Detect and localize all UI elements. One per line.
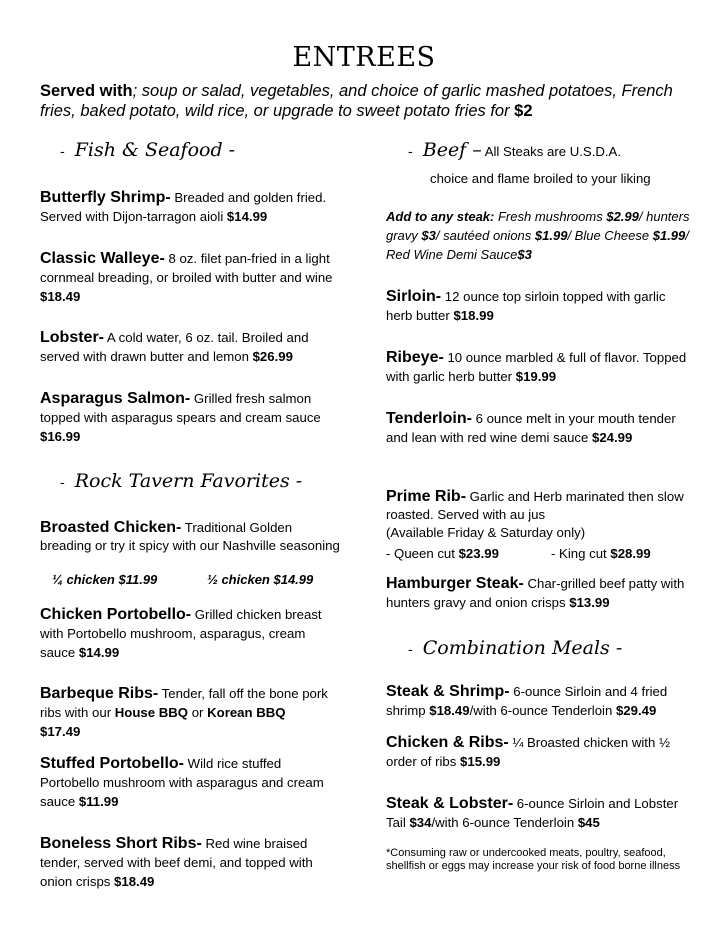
item-price: $17.49 (40, 724, 81, 739)
category-title: Rock Tavern Favorites - (74, 470, 303, 492)
food-safety-disclaimer: *Consuming raw or undercooked meats, poultry, seafood, shellfish or eggs may increase your risk of food borne illness (386, 847, 681, 872)
beef-note-line2: choice and flame broiled to your liking (430, 171, 651, 186)
addon-text: / sautéed onions (435, 228, 535, 243)
item-desc: Grilled fresh salmon topped with asparagus spears and cream sauce (40, 391, 321, 425)
page-title: ENTREES (292, 42, 436, 73)
item-price: $26.99 (252, 349, 293, 364)
house-bbq: House BBQ (114, 705, 189, 720)
menu-item-tenderloin (386, 409, 676, 447)
item-name: Boneless Short Ribs- (40, 835, 202, 852)
item-desc: 6-ounce Sirloin and 4 fried shrimp (386, 684, 668, 718)
addon-price: $1.99 (534, 228, 568, 243)
item-name: Steak & Lobster- (386, 795, 514, 812)
category-dash: - (60, 475, 65, 491)
category-fish-seafood (60, 139, 235, 161)
or-text: or (188, 705, 208, 720)
menu-item-steak-lobster (386, 794, 686, 832)
served-with-label: Served with (40, 82, 133, 100)
menu-item-lobster (40, 328, 340, 366)
menu-item-stuffed-portobello (40, 754, 340, 811)
item-desc: Wild rice stuffed Portobello mushroom with asparagus and cream sauce (40, 756, 324, 809)
addon-text: Fresh mushrooms (494, 209, 607, 224)
item-price: $18.49 (114, 874, 155, 889)
item-price: $18.49 (429, 703, 470, 718)
item-desc: Traditional Golden breading or try it spicy with our Nashville seasoning (40, 520, 340, 553)
item-desc: Breaded and golden fried. Served with Dijon-tarragon aioli (40, 190, 327, 224)
menu-item-classic-walleye (40, 249, 340, 306)
item-price: $24.99 (592, 430, 633, 445)
item-price: $13.99 (569, 595, 610, 610)
steak-addons (386, 207, 701, 264)
prime-rib-availability: (Available Friday & Saturday only) (386, 525, 586, 540)
item-desc: 8 oz. filet pan-fried in a light cornmeal breading, or broiled with butter and wine (40, 251, 333, 285)
addon-price: $2.99 (606, 209, 639, 224)
category-dash: - (60, 144, 65, 160)
category-dash: - (408, 144, 413, 160)
item-name: Tenderloin- (386, 410, 472, 427)
item-name: Lobster- (40, 329, 104, 346)
king-cut-price: $28.99 (610, 546, 651, 561)
item-name: Ribeye- (386, 349, 444, 366)
korean-bbq: Korean BBQ (207, 705, 286, 720)
menu-item-chicken-ribs (386, 733, 686, 771)
addon-price: $3 (421, 228, 436, 243)
item-desc: A cold water, 6 oz. tail. Broiled and served with drawn butter and lemon (40, 330, 309, 364)
served-with-note (40, 81, 710, 121)
menu-item-asparagus-salmon (40, 389, 340, 446)
item-name: Sirloin- (386, 288, 442, 305)
item-name: Stuffed Portobello- (40, 755, 184, 772)
item-price: $34 (409, 815, 432, 830)
item-name: Barbeque Ribs- (40, 685, 159, 702)
addons-label: Add to any steak: (386, 209, 495, 224)
item-name: Hamburger Steak- (386, 575, 524, 592)
menu-item-boneless-short-ribs (40, 834, 340, 891)
addon-price: $3 (517, 247, 532, 262)
menu-item-prime-rib (386, 488, 696, 542)
menu-item-butterfly-shrimp (40, 188, 340, 226)
addon-text: / hunters gravy (386, 209, 690, 243)
price-half-chicken: ½ chicken $14.99 (207, 572, 314, 587)
item-name: Classic Walleye- (40, 250, 165, 267)
served-with-text: ; soup or salad, vegetables, and choice of garlic mashed potatoes, French fries, baked potato, wild rice, or upgrade to sweet potato fries for (40, 82, 673, 120)
addon-text: / Red Wine Demi Sauce (386, 228, 689, 262)
addon-price: $1.99 (652, 228, 686, 243)
item-name: Chicken Portobello- (40, 606, 192, 623)
menu-item-hamburger-steak (386, 574, 696, 612)
menu-item-steak-shrimp (386, 682, 696, 720)
category-beef (408, 139, 621, 161)
item-name: Chicken & Ribs- (386, 734, 509, 751)
queen-cut-price: $23.99 (458, 546, 499, 561)
category-dash: - (408, 642, 413, 658)
item-desc: 12 ounce top sirloin topped with garlic herb butter (386, 289, 666, 323)
item-price: $18.99 (453, 308, 494, 323)
category-combination-meals (408, 637, 622, 659)
item-desc: ¼ Broasted chicken with ½ order of ribs (386, 735, 670, 769)
item-price-upgrade: $29.49 (615, 703, 657, 718)
item-name: Asparagus Salmon- (40, 390, 191, 407)
item-desc: Char-grilled beef patty with hunters gravy and onion crisps (386, 576, 685, 610)
item-desc: Tender, fall off the bone pork ribs with our (40, 686, 328, 720)
prime-rib-king-cut (551, 544, 651, 563)
item-desc: Grilled chicken breast with Portobello mushroom, asparagus, cream sauce (40, 607, 322, 660)
item-price: $11.99 (78, 794, 119, 809)
item-desc: Garlic and Herb marinated then slow roasted. Served with au jus (386, 489, 684, 522)
price-quarter-chicken: ¼ chicken $11.99 (52, 572, 158, 587)
category-title: Fish & Seafood - (74, 139, 236, 161)
item-price: $19.99 (515, 369, 557, 384)
item-name: Steak & Shrimp- (386, 683, 510, 700)
item-desc-upgrade: /with 6-ounce Tenderloin (431, 815, 578, 830)
category-title: Beef – (422, 139, 482, 161)
king-cut-label: - King cut (551, 546, 611, 561)
item-name: Broasted Chicken- (40, 519, 182, 536)
menu-item-broasted-chicken (40, 519, 340, 555)
category-rock-tavern-favorites (60, 470, 302, 492)
queen-cut-label: - Queen cut (386, 546, 459, 561)
item-desc: 6 ounce melt in your mouth tender and lean with red wine demi sauce (386, 411, 676, 445)
prime-rib-queen-cut (386, 544, 499, 563)
category-title: Combination Meals - (422, 637, 623, 659)
item-price: $16.99 (40, 429, 81, 444)
item-price: $14.99 (226, 209, 268, 224)
menu-item-sirloin (386, 287, 686, 325)
item-price-upgrade: $45 (577, 815, 600, 830)
item-price: $18.49 (40, 289, 81, 304)
item-name: Prime Rib- (386, 488, 467, 505)
menu-item-chicken-portobello (40, 605, 340, 662)
served-with-price: $2 (514, 102, 533, 120)
item-desc: 10 ounce marbled & full of flavor. Topped with garlic herb butter (386, 350, 687, 384)
item-desc: 6-ounce Sirloin and Lobster Tail (386, 796, 679, 830)
item-name: Butterfly Shrimp- (40, 189, 171, 206)
menu-item-barbeque-ribs (40, 684, 340, 741)
item-price: $15.99 (460, 754, 501, 769)
item-desc-upgrade: /with 6-ounce Tenderloin (469, 703, 616, 718)
beef-note: All Steaks are U.S.D.A. (481, 144, 622, 159)
addon-text: / Blue Cheese (567, 228, 653, 243)
item-desc: Red wine braised tender, served with beef demi, and topped with onion crisps (40, 836, 313, 889)
item-price: $14.99 (78, 645, 120, 660)
menu-item-ribeye (386, 348, 696, 386)
